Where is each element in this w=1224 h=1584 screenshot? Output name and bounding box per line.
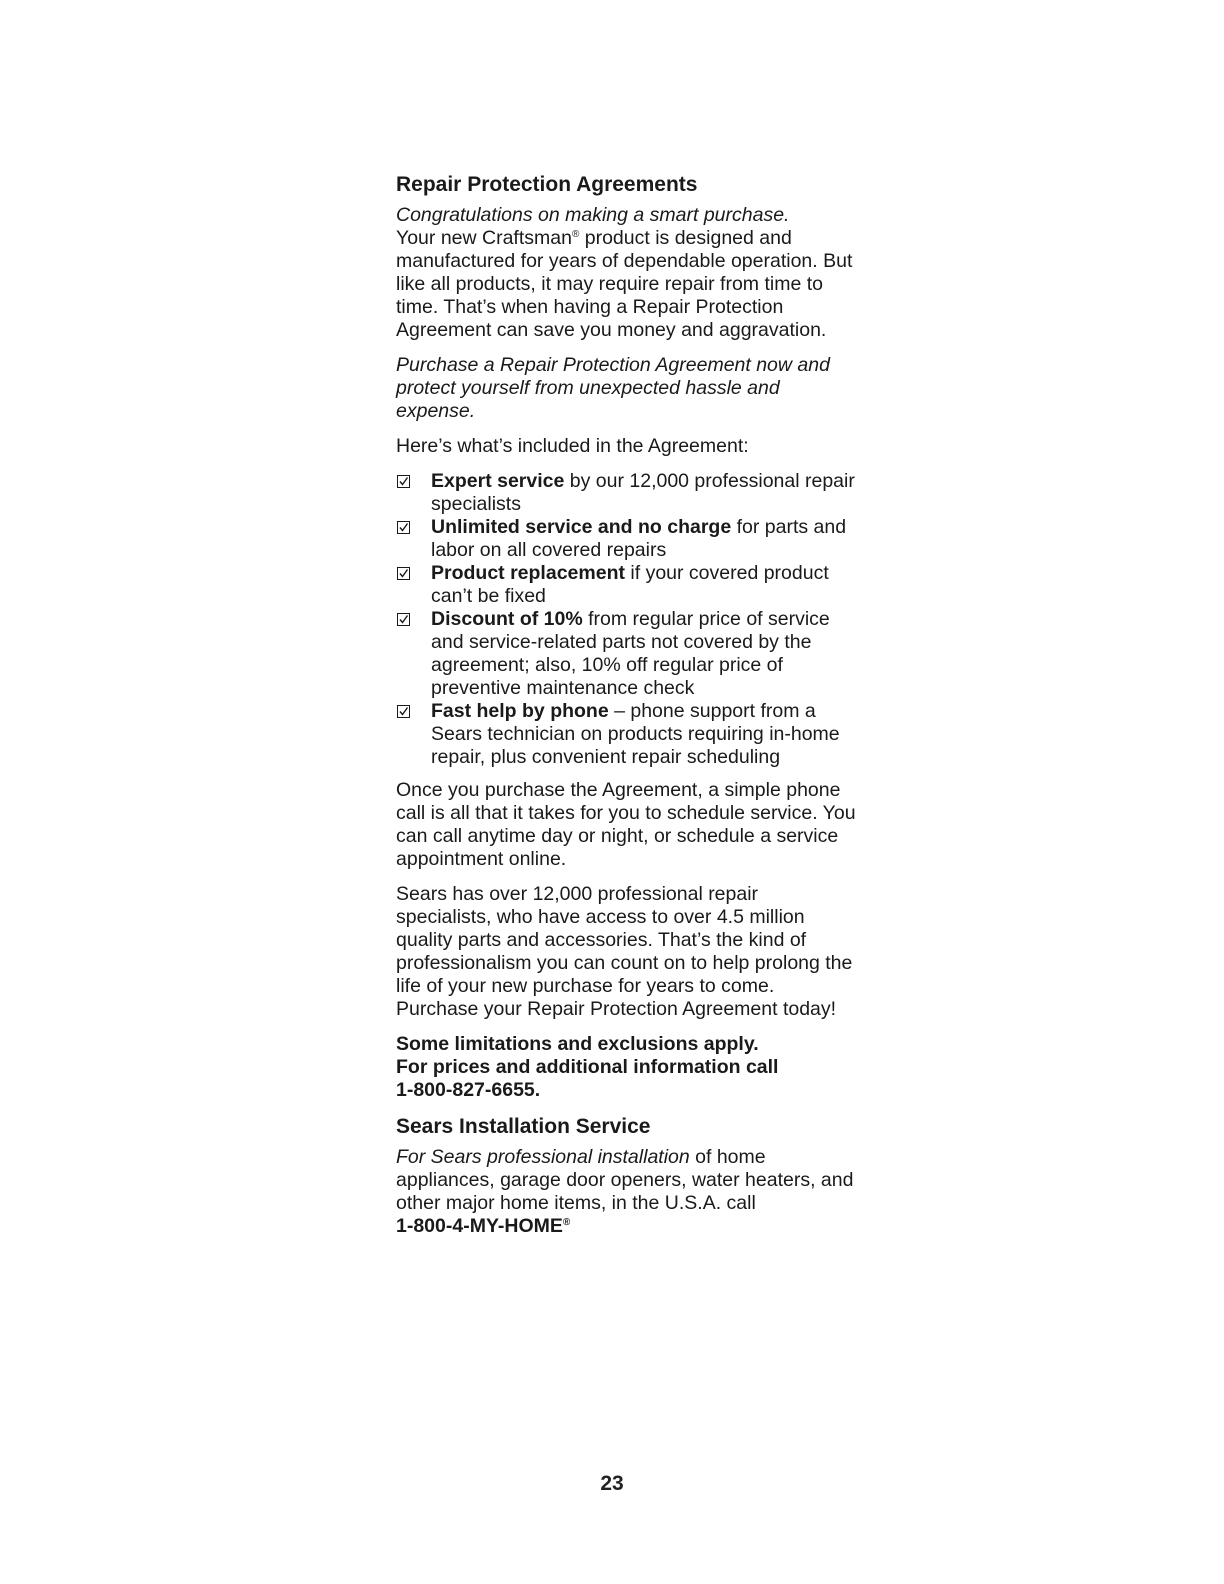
repair-phone-number: 1-800-827-6655. bbox=[396, 1079, 541, 1101]
included-intro: Here’s what’s included in the Agreement: bbox=[396, 435, 749, 457]
installation-phone-number: 1-800-4-MY-HOME bbox=[396, 1215, 563, 1237]
benefit-text: for parts and labor on all covered repairs bbox=[431, 516, 847, 561]
benefit-text: from regular price of service and service-related parts not covered by the agreement; also, 10% off regular price of preventive maintenance check bbox=[431, 608, 830, 699]
purchase-paragraph: Purchase a Repair Protection Agreement now and protect yourself from unexpected hassle and expense. bbox=[396, 354, 830, 422]
installation-paragraph bbox=[396, 1146, 856, 1238]
repair-protection-heading: Repair Protection Agreements bbox=[396, 173, 698, 196]
installation-text: of home appliances, garage door openers, water heaters, and other major home items, in the U.S.A. call bbox=[396, 1146, 854, 1214]
installation-italic: For Sears professional installation bbox=[396, 1146, 690, 1168]
limitations-notice bbox=[396, 1033, 856, 1102]
registered-mark: ® bbox=[571, 229, 580, 240]
benefit-item bbox=[396, 700, 856, 769]
benefit-title: Expert service bbox=[431, 470, 565, 492]
benefit-text: if your covered product can’t be fixed bbox=[431, 562, 829, 607]
sears-has-paragraph: Sears has over 12,000 professional repair specialists, who have access to over 4.5 million quality parts and accessories. That’s the kind of professionalism you can count on to help prolong the life of your new purchase for years to come. Purchase your Repair Protection Agreement today! bbox=[396, 883, 853, 1020]
intro-paragraph bbox=[396, 204, 856, 342]
benefit-title: Product replacement bbox=[431, 562, 625, 584]
limitations-text: Some limitations and exclusions apply. bbox=[396, 1033, 759, 1055]
checkbox-checked-icon bbox=[397, 613, 410, 626]
registered-mark: ® bbox=[562, 1217, 571, 1228]
benefit-text: by our 12,000 professional repair specialists bbox=[431, 470, 855, 515]
benefit-item bbox=[396, 608, 856, 700]
checkbox-checked-icon bbox=[397, 475, 410, 488]
intro-text-2: product is designed and manufactured for years of dependable operation. But like all products, it may require repair from time to time. That’s when having a Repair Protection Agreement can save you money and aggravation. bbox=[396, 227, 853, 341]
intro-text-1: Your new Craftsman bbox=[396, 227, 572, 249]
installation-heading: Sears Installation Service bbox=[396, 1115, 651, 1138]
benefit-item bbox=[396, 470, 856, 516]
checkbox-checked-icon bbox=[397, 521, 410, 534]
page-number: 23 bbox=[600, 1472, 624, 1495]
benefit-item bbox=[396, 562, 856, 608]
checkbox-checked-icon bbox=[397, 705, 410, 718]
intro-italic: Congratulations on making a smart purchase. bbox=[396, 204, 790, 226]
benefit-title: Fast help by phone bbox=[431, 700, 609, 722]
benefit-text: – phone support from a Sears technician on products requiring in-home repair, plus convenient repair scheduling bbox=[431, 700, 840, 768]
benefits-list bbox=[396, 470, 856, 769]
once-purchase-paragraph: Once you purchase the Agreement, a simple phone call is all that it takes for you to schedule service. You can call anytime day or night, or schedule a service appointment online. bbox=[396, 779, 856, 870]
prices-info-text: For prices and additional information call bbox=[396, 1056, 779, 1078]
checkbox-checked-icon bbox=[397, 567, 410, 580]
benefit-item bbox=[396, 516, 856, 562]
benefit-title: Discount of 10% bbox=[431, 608, 583, 630]
page-content bbox=[396, 172, 856, 1248]
benefit-title: Unlimited service and no charge bbox=[431, 516, 732, 538]
